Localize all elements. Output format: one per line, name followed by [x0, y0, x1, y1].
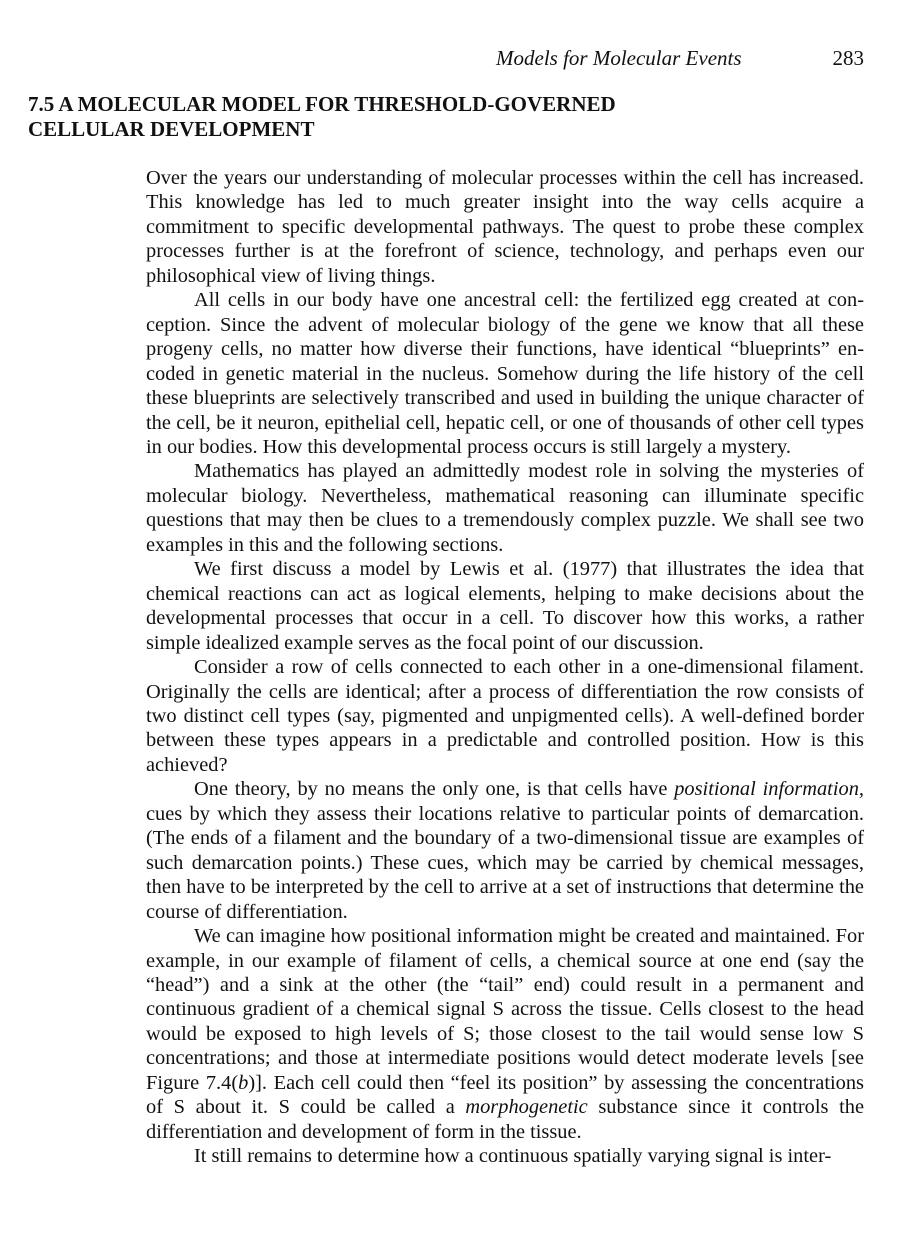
- paragraph-7-part-c: )]. Each cell could then “feel its position” by assessing the concentrations of S about it. S could be called a: [146, 1071, 864, 1119]
- paragraph-7: [146, 924, 864, 1144]
- paragraph-6-part-a: One theory, by no means the only one, is that cells have: [194, 778, 675, 801]
- term-positional-information: positional information,: [674, 778, 864, 801]
- paragraph-1: Over the years our understanding of molecular processes within the cell has increased. This knowledge has led to much greater insight into the way cells acquire a commitment to specific developmental pathways. The quest to probe these complex processes further is at the forefront of science, technology, and perhaps even our philosophical view of living things.: [146, 167, 864, 287]
- page-number: 283: [832, 46, 864, 70]
- running-head: [496, 46, 864, 76]
- section-heading-line-2: CELLULAR DEVELOPMENT: [28, 117, 315, 141]
- paragraph-7-part-a: We can imagine how positional information might be created and maintained. For example, in our example of filament of cells, a chemical source at one end (say the “head”) and a sink at the other (the “tail” end) could result in a permanent and continuous gradient of a chemical signal S across the tissue. Cells closest to the head would be exposed to high levels of S; those closest to the tail would sense low S concentrations; and those at intermediate positions would detect moderate levels [see Figure 7.4(: [146, 925, 864, 1094]
- term-morphogenetic: morphogenetic: [465, 1096, 588, 1119]
- paragraph-6-part-b: cues by which they assess their locations relative to particular points of demarcation. (The ends of a filament and the boundary of a two-dimensional tissue are examples of such demarcation points.) These cues, which may be carried by chemical messages, then have to be interpreted by the cell to arrive at a set of instructions that determine the course of differentiation.: [146, 802, 864, 923]
- body-text: [146, 166, 864, 1169]
- running-title: Models for Molecular Events: [496, 46, 742, 70]
- paragraph-8: It still remains to determine how a continuous spatially varying signal is inter-: [194, 1145, 832, 1168]
- paragraph-6: [146, 777, 864, 924]
- paragraph-5: Consider a row of cells connected to each other in a one-dimensional filament. Originally the cells are identical; after a process of differentiation the row consists of two distinct cell types (say, pigmented and unpigmented cells). A well-defined border between these types appears in a predictable and controlled position. How is this achieved?: [146, 656, 864, 776]
- paragraph-3: Mathematics has played an admittedly modest role in solving the mysteries of molecular biology. Nevertheless, mathematical reasoning can illuminate specific questions that may then be clues to a tremendously complex puzzle. We shall see two examples in this and the following sections.: [146, 460, 864, 556]
- paragraph-2: All cells in our body have one ancestral cell: the fertilized egg created at conception. Since the advent of molecular biology of the gene we know that all these progeny cells, no matter how diverse their functions, have identical “blueprints” encoded in genetic material in the nucleus. Somehow during the life history of the cell these blueprints are selectively transcribed and used in building the unique character of the cell, be it neuron, epithelial cell, hepatic cell, or one of thousands of other cell types in our bodies. How this developmental process occurs is still largely a mystery.: [146, 289, 864, 458]
- paragraph-7-part-d: substance since it controls the differentiation and development of form in the tissue.: [146, 1096, 864, 1143]
- section-heading-line-1: 7.5 A MOLECULAR MODEL FOR THRESHOLD-GOVERNED: [28, 92, 616, 116]
- figure-panel-letter: b: [238, 1071, 249, 1094]
- paragraph-4: We first discuss a model by Lewis et al. (1977) that illustrates the idea that chemical reactions can act as logical elements, helping to make decisions about the developmental processes that occur in a cell. To discover how this works, a rather simple idealized example serves as the focal point of our discussion.: [146, 558, 864, 654]
- section-heading: [28, 92, 788, 142]
